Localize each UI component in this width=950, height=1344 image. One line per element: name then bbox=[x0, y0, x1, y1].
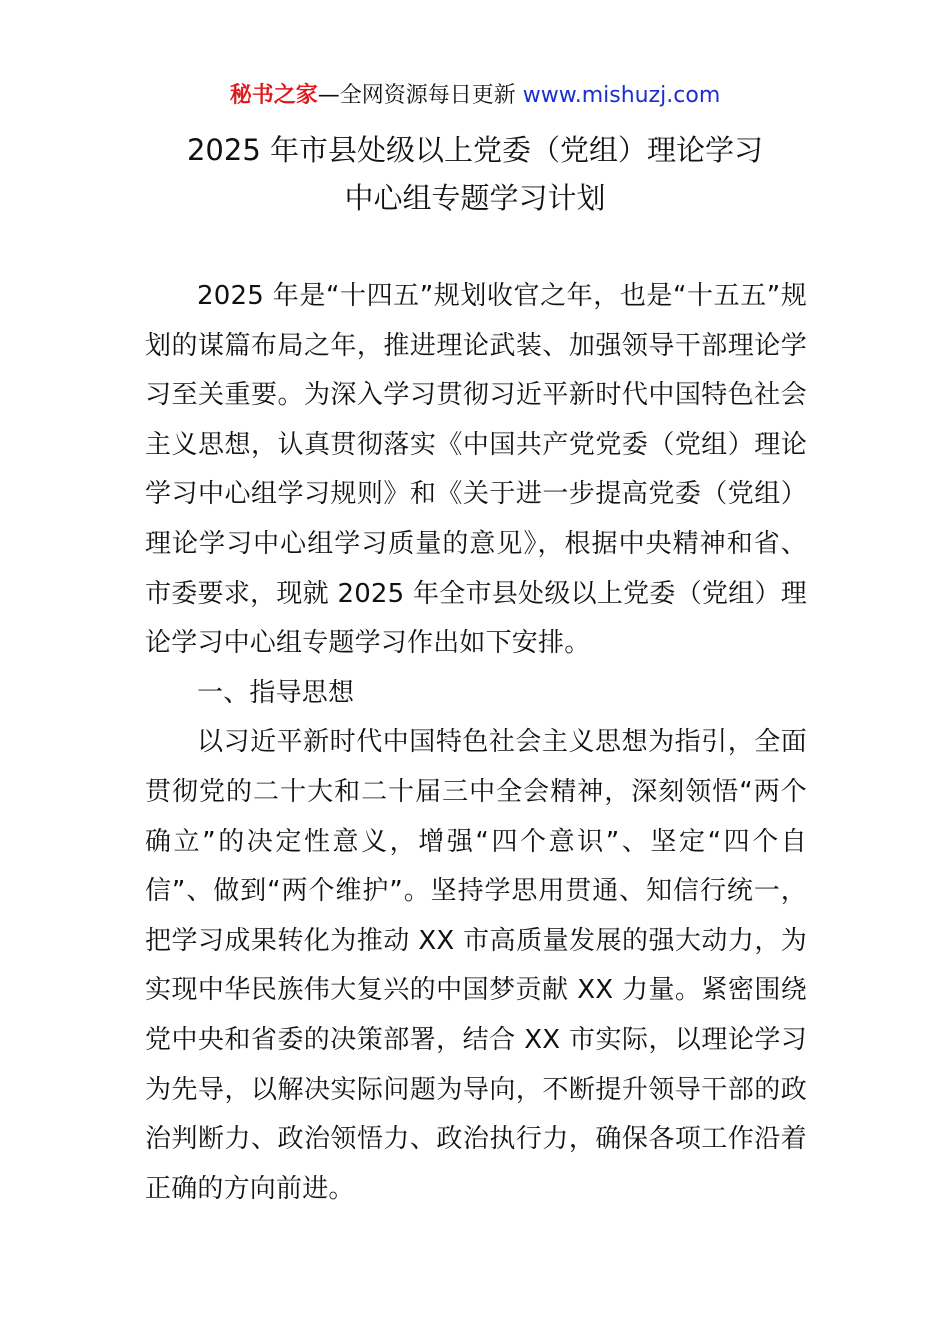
site-name: 秘书之家 bbox=[229, 83, 318, 108]
site-header bbox=[0, 80, 950, 112]
site-url-link[interactable]: www.mishuzj.com bbox=[522, 83, 721, 108]
title-line-1: 2025 年市县处级以上党委（党组）理论学习 bbox=[186, 133, 764, 167]
title-line-2: 中心组专题学习计划 bbox=[344, 181, 606, 215]
document-title bbox=[0, 126, 950, 222]
intro-paragraph: 2025 年是“十四五”规划收官之年，也是“十五五”规划的谋篇布局之年，推进理论武装、加强领导干部理论学习至关重要。为深入学习贯彻习近平新时代中国特色社会主义思想，认真贯彻落实《中国共产党党委（党组）理论学习中心组学习规则》和《关于进一步提高党委（党组）理论学习中心组学习质量的意见》，根据中央精神和省、市委要求，现就 2025 年全市县处级以上党委（党组）理论学习中心组专题学习作出如下安排。 bbox=[145, 281, 807, 659]
section-heading-guiding-thought: 一、指导思想 bbox=[197, 677, 355, 708]
guiding-thought-paragraph: 以习近平新时代中国特色社会主义思想为指引，全面贯彻党的二十大和二十届三中全会精神，深刻领悟“两个确立”的决定性意义，增强“四个意识”、坚定“四个自信”、做到“两个维护”。坚持学思用贯通、知信行统一，把学习成果转化为推动 XX 市高质量发展的强大动力，为实现中华民族伟大复兴的中国梦贡献 XX 力量。紧密围绕党中央和省委的决策部署，结合 XX 市实际，以理论学习为先导，以解决实际问题为导向，不断提升领导干部的政治判断力、政治领悟力、政治执行力，确保各项工作沿着正确的方向前进。 bbox=[145, 727, 807, 1204]
document-body bbox=[145, 272, 807, 1214]
site-tagline: —全网资源每日更新 bbox=[317, 83, 523, 108]
